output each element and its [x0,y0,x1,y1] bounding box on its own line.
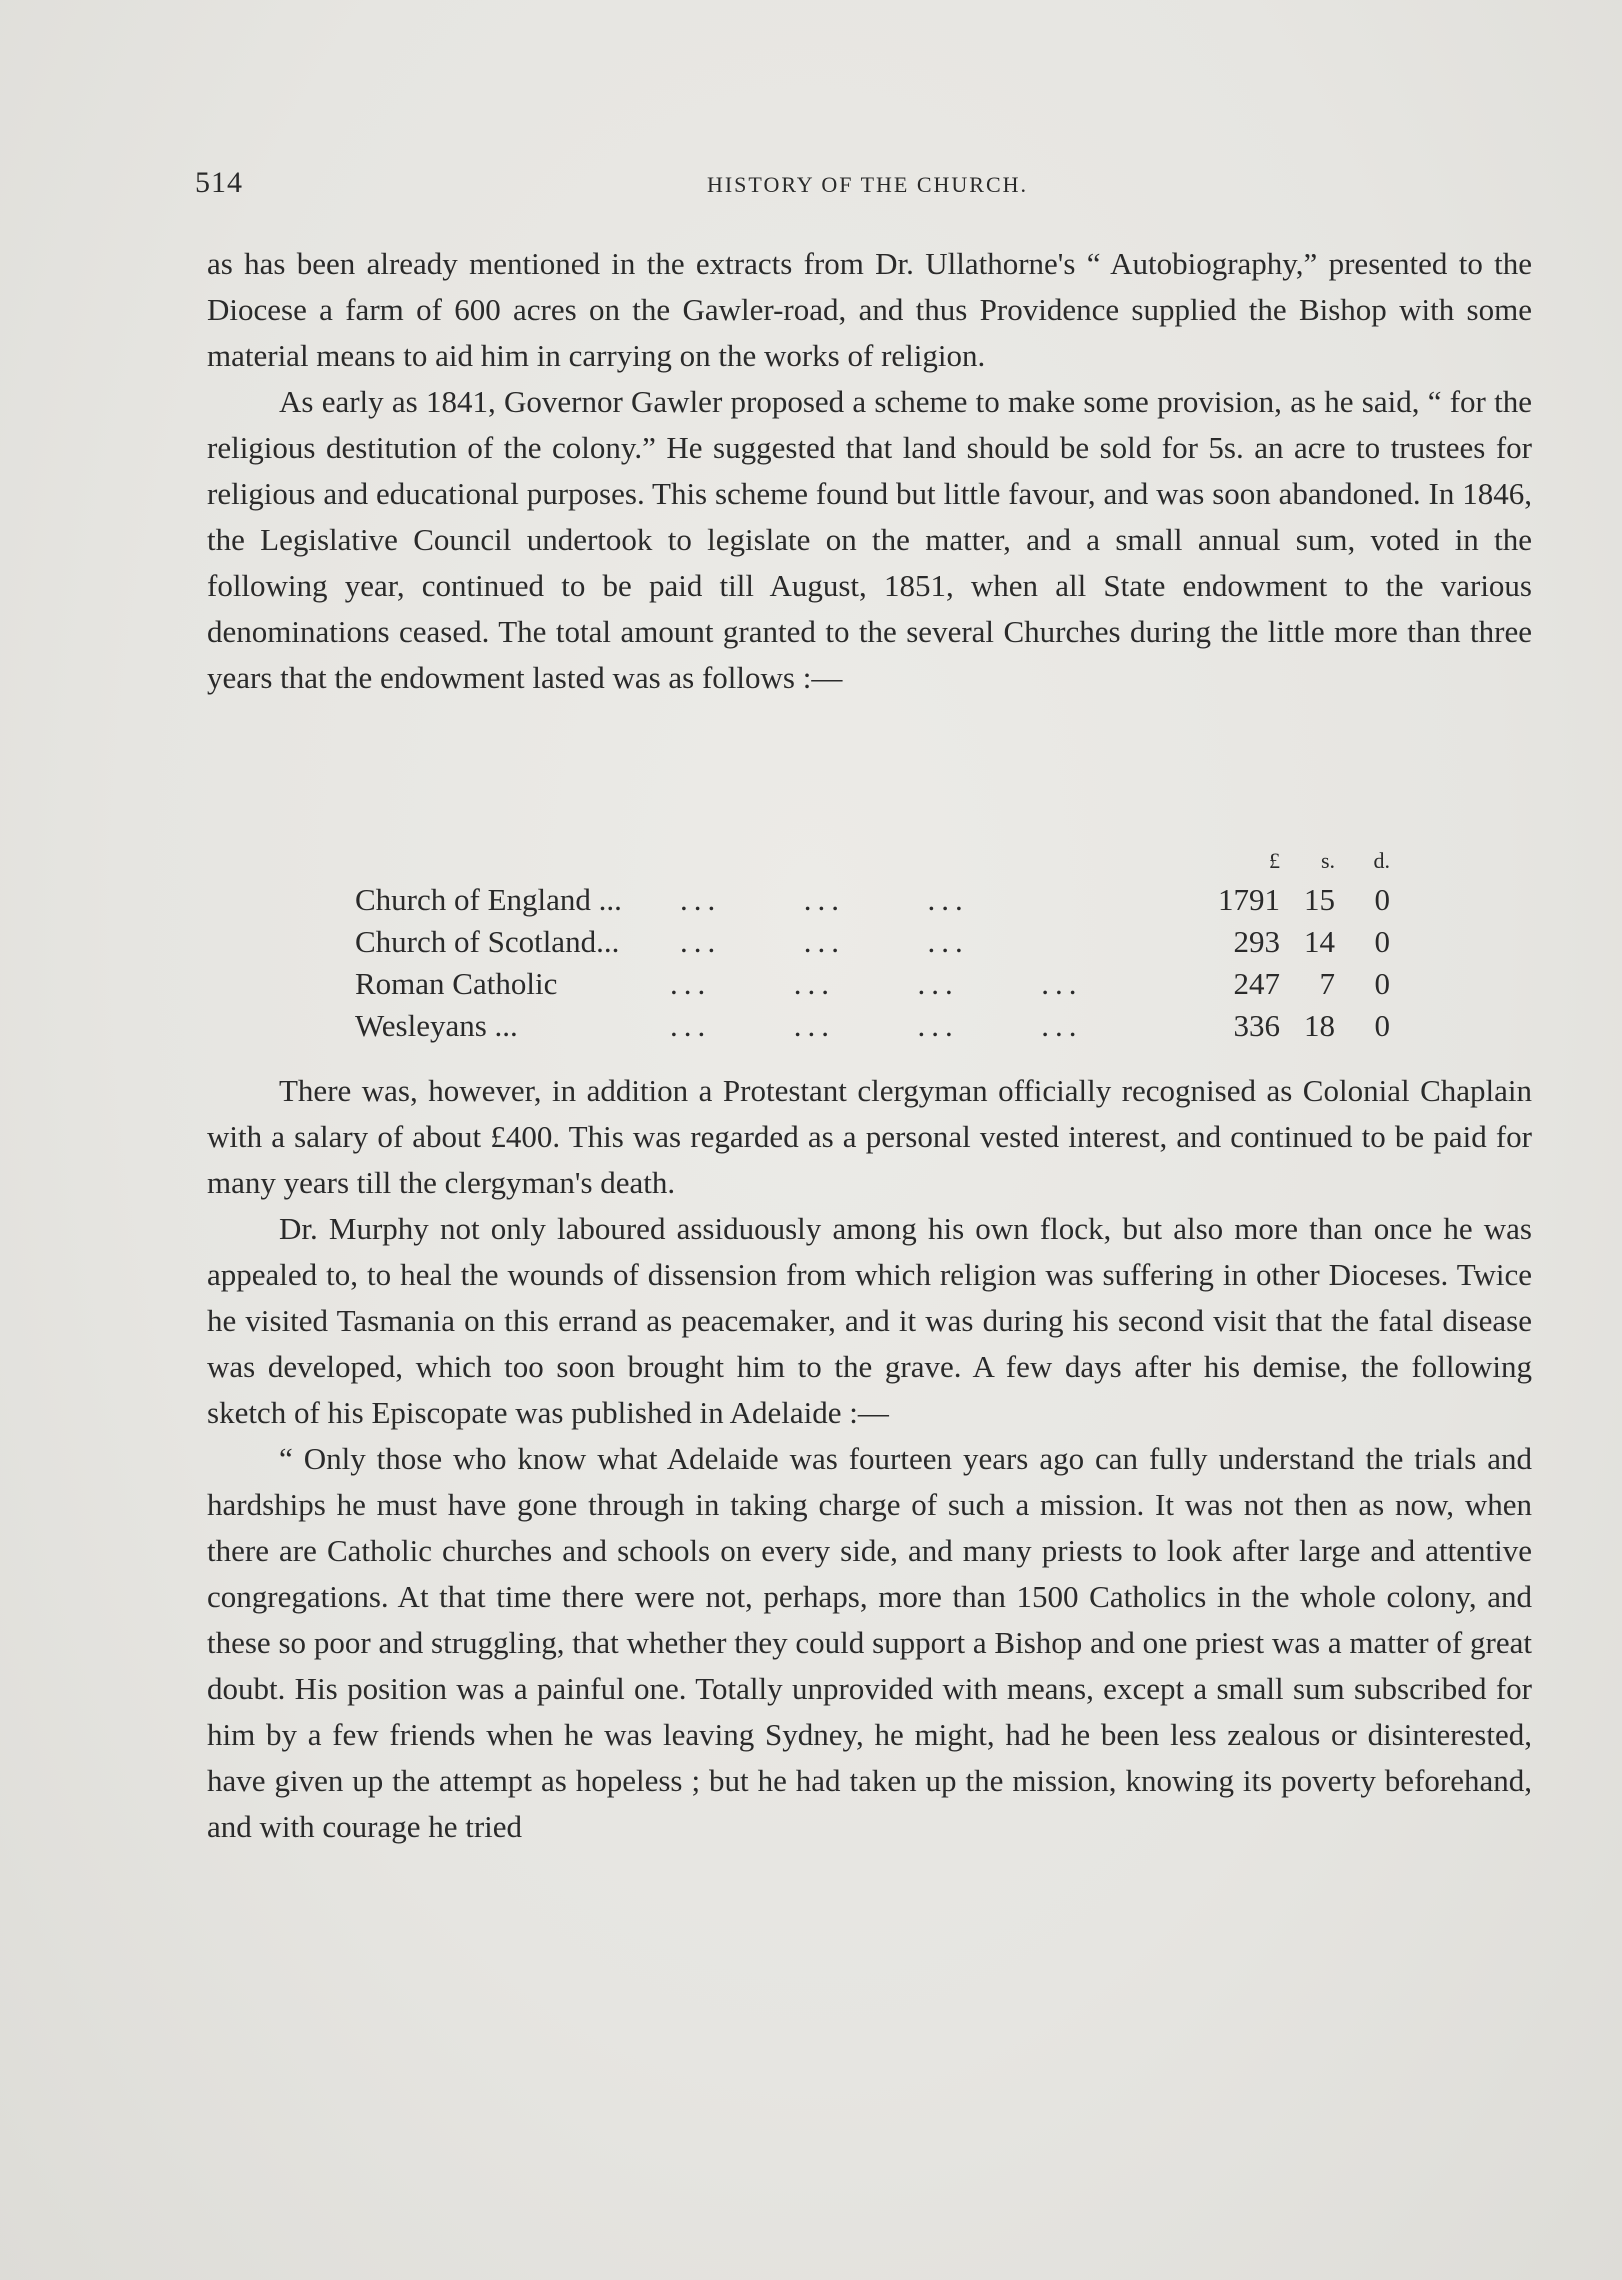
row-pence: 0 [1374,924,1390,959]
paragraph: as has been already mentioned in the extracts from Dr. Ullathorne's “ Autobiography,” presented to the Diocese a farm of 600 acres on the Gawler-road, and thus Providence supplied the Bishop with some material means to aid him in carrying on the works of religion. [207,246,1532,373]
row-pounds: 293 [1233,924,1280,959]
running-head: HISTORY OF THE CHURCH. [706,172,1029,197]
row-shillings: 15 [1304,882,1335,917]
paragraph: As early as 1841, Governor Gawler proposed a scheme to make some provision, as he said, “ for the religious destitution of the colony.” He suggested that land should be sold for 5s. an acre to trustees for religious and educational purposes. This scheme found but little favour, and was soon abandoned. In 1846, the Legislative Council undertook to legislate on the matter, and a small annual sum, voted in the following year, continued to be paid till August, 1851, when all State endowment to the various denominations ceased. The total amount granted to the several Churches during the little more than three years that the endowment lasted was as follows :— [207,384,1532,695]
row-pence: 0 [1374,1008,1390,1043]
row-leader-dots: ... ... ... ... [670,966,1083,1001]
row-leader-dots: ... ... ... ... [670,1008,1083,1043]
row-pounds: 336 [1233,1008,1280,1043]
endowment-table [355,848,1415,1050]
table-row [355,882,1415,924]
paragraph: Dr. Murphy not only laboured assiduously among his own flock, but also more than once he was appealed to, to heal the wounds of dissension from which religion was suffering in other Dioceses. Twice he visited Tasmania on this errand as peacemaker, and it was during his second visit that the fatal disease was developed, which too soon brought him to the grave. A few days after his demise, the following sketch of his Episcopate was published in Adelaide :— [207,1211,1532,1430]
row-shillings: 18 [1304,1008,1335,1043]
page-header [195,166,1540,206]
table-header [355,848,1415,882]
row-pence: 0 [1374,966,1390,1001]
header-pounds: £ [1269,848,1280,873]
row-leader-dots: ... ... ... [680,924,969,959]
table-row [355,966,1415,1008]
paragraph: There was, however, in addition a Protestant clergyman officially recognised as Colonial Chaplain with a salary of about £400. This was regarded as a personal vested interest, and continued to be paid for many years till the clergyman's death. [207,1073,1532,1200]
row-leader-dots: ... ... ... [680,882,969,917]
row-name: Roman Catholic [355,966,558,1001]
header-shillings: s. [1320,848,1335,873]
header-pence: d. [1373,848,1390,873]
body-text-bottom [207,1068,1532,1850]
row-pounds: 1791 [1218,882,1280,917]
row-name: Church of Scotland... [355,924,620,959]
row-name: Wesleyans ... [355,1008,518,1043]
paragraph: “ Only those who know what Adelaide was fourteen years ago can fully understand the trials and hardships he must have gone through in taking charge of such a mission. It was not then as now, when there are Catholic churches and schools on every side, and many priests to look after large and attentive congregations. At that time there were not, perhaps, more than 1500 Catholics in the whole colony, and these so poor and struggling, that whether they could support a Bishop and one priest was a matter of great doubt. His position was a painful one. Totally unprovided with means, except a small sum subscribed for him by a few friends when he was leaving Sydney, he might, had he been less zealous or disinterested, have given up the attempt as hopeless ; but he had taken up the mission, knowing its poverty beforehand, and with courage he tried [207,1441,1532,1844]
row-shillings: 14 [1304,924,1335,959]
table-row [355,924,1415,966]
row-pence: 0 [1374,882,1390,917]
row-pounds: 247 [1233,966,1280,1001]
page-number: 514 [195,166,243,199]
row-shillings: 7 [1319,966,1335,1001]
row-name: Church of England ... [355,882,622,917]
table-row [355,1008,1415,1050]
body-text-top [207,241,1532,701]
